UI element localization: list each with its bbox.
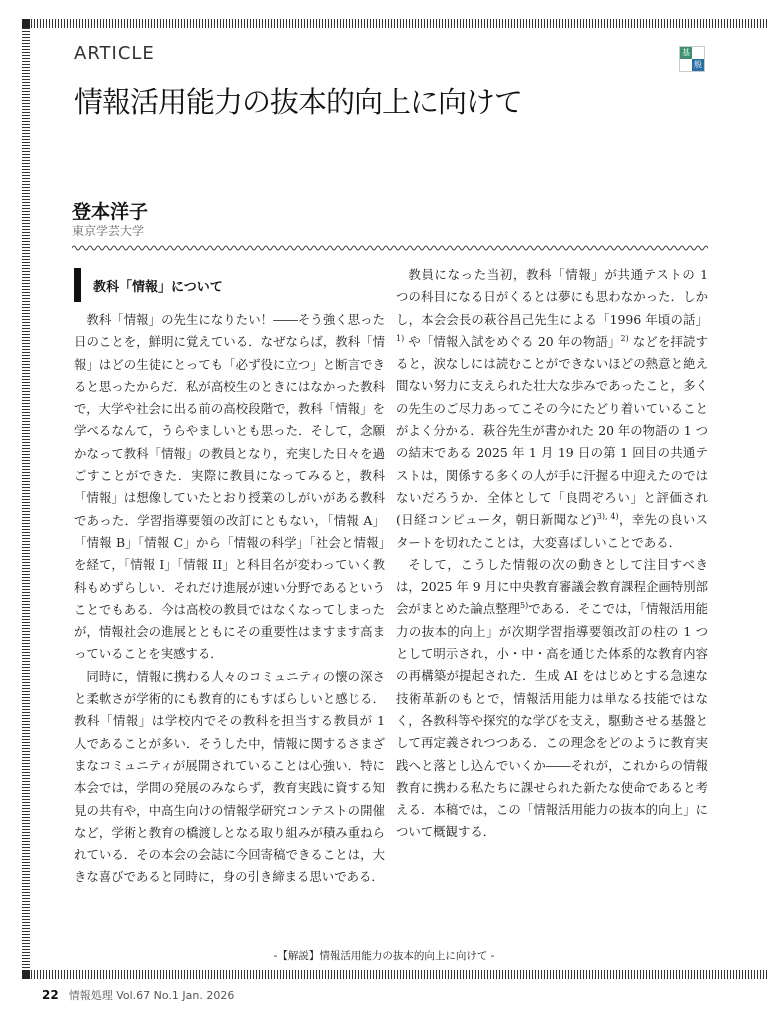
author-affiliation: 東京学芸大学: [72, 224, 145, 238]
reference-marker[interactable]: 3), 4): [596, 512, 619, 522]
reference-marker[interactable]: 1): [396, 333, 405, 343]
text-run: ，幸先の良いスタートを切れたことは，大変喜ばしいことである．: [396, 512, 709, 550]
badge-general: 般: [694, 60, 702, 69]
article-category-label: ARTICLE: [74, 43, 155, 64]
running-footer-caption: -【解説】情報活用能力の抜本的向上に向けて -: [273, 950, 495, 962]
body-column-right: [396, 264, 708, 844]
reference-marker[interactable]: 2): [620, 333, 629, 343]
body-paragraph: 教科「情報」の先生になりたい！――そう強く思った日のことを，鮮明に覚えている．なぜならば，教科「情報」はどの生徒にとっても「必ず役に立つ」と断言できると思ったからだ．私が高校生のときにはなかった教科で，大学や社会に出る前の高校段階で，教科「情報」を学べるなんて，うらやましいとも思った．そして，念願かなって教科「情報」の教員となり，充実した日々を過ごすことができた．実際に教員になってみると，教科「情報」は想像していたとおり授業のしがいがある教科であった．学習指導要領の改訂にともない，「情報 A」「情報 B」「情報 C」から「情報の科学」「社会と情報」を経て，「情報 I」「情報 II」と科目名が変わっていく教科もめずらしい．それだけ進展が速い分野であるということでもある．今は高校の教員ではなくなってしまったが，情報社会の進展とともにその重要性はますます高まっていることを実感する．: [74, 312, 385, 662]
page-number: 22: [42, 988, 59, 1002]
text-run: 教員になった当初，教科「情報」が共通テストの 1 つの科目になる日がくるとは夢にも思わなかった．しかし，本会会長の萩谷昌己先生による「1996 年頃の話」: [396, 267, 708, 327]
journal-issue: 情報処理 Vol.67 No.1 Jan. 2026: [68, 989, 235, 1002]
decorative-left-border: [22, 28, 30, 971]
section-heading: [74, 268, 223, 302]
text-run: などを拝読すると，涙なしには読むことができないほどの熱意と絶え間ない努力に支えられた壮大な歩みであったこと，多くの先生のご尽力あってこその今にたどり着いていることがよく分かる．萩谷先生が書かれた 20 年の物語の 1 つの結末である 2025 年 1 月 19 日の第 1 回目の共通テストは，関係する多くの人が手に汗握る中迎えたのではないだろうか．全体として「良問ぞろい」と評価され(日経コンピュータ，朝日新聞など): [396, 333, 708, 528]
body-paragraph: 同時に，情報に携わる人々のコミュニティの懐の深さと柔軟さが学術的にも教育的にもすばらしいと感じる．教科「情報」は学校内でその教科を担当する教員が 1 人であることが多い．そうした中，情報に関するさまざまなコミュニティが展開されていることは心強い．特に本会では，学問の発展のみならず，教育実践に資する知見の共有や，中高生向けの情報学研究コンテストの開催など，学術と教育の橋渡しとなる取り組みが積み重ねられている．その本会の会誌に今回寄稿できることは，大きな喜びであると同時に，身の引き締まる思いである．: [74, 668, 385, 885]
section-heading-text: 教科「情報」について: [93, 279, 223, 295]
text-run: である．そこでは，「情報活用能力の抜本的向上」が次期学習指導要領改訂の柱の 1 つとして明示され，小・中・高を通じた体系的な教育内容の再構築が提起された．生成 AI をはじめとする急速な技術革新のもとで，情報活用能力は単なる技能ではなく，各教科等や探究的な学びを支え，駆動させる基盤として再定義されつつある．この理念をどのように教育実践へと落とし込んでいくか――それが，これからの情報教育に携わる私たちに課せられた新たな使命であると考える．本稿では，この「情報活用能力の抜本的向上」について概観する．: [396, 601, 708, 840]
level-badge-icon: [679, 46, 705, 72]
text-run: そして，こうした情報の次の動きとして注目すべきは，2025 年 9 月に中央教育審議会教育課程企画特別部会がまとめた論点整理: [396, 556, 708, 617]
text-run: や「情報入試をめぐる 20 年の物語」: [404, 333, 621, 349]
reference-marker[interactable]: 5): [520, 601, 529, 611]
decorative-corner-block: [22, 970, 30, 979]
section-marker-bar: [74, 268, 81, 302]
decorative-bottom-border: [22, 970, 768, 979]
folio: [42, 987, 234, 1003]
wavy-divider: [72, 244, 708, 252]
article-title: 情報活用能力の抜本的向上に向けて: [74, 85, 523, 119]
body-column-left: [74, 309, 385, 889]
badge-basic: 基: [682, 48, 690, 57]
author-name: 登本洋子: [72, 201, 149, 223]
body-paragraph: [396, 554, 708, 844]
decorative-top-border: [22, 19, 768, 28]
body-paragraph: [396, 264, 708, 554]
decorative-corner-block: [22, 19, 30, 28]
